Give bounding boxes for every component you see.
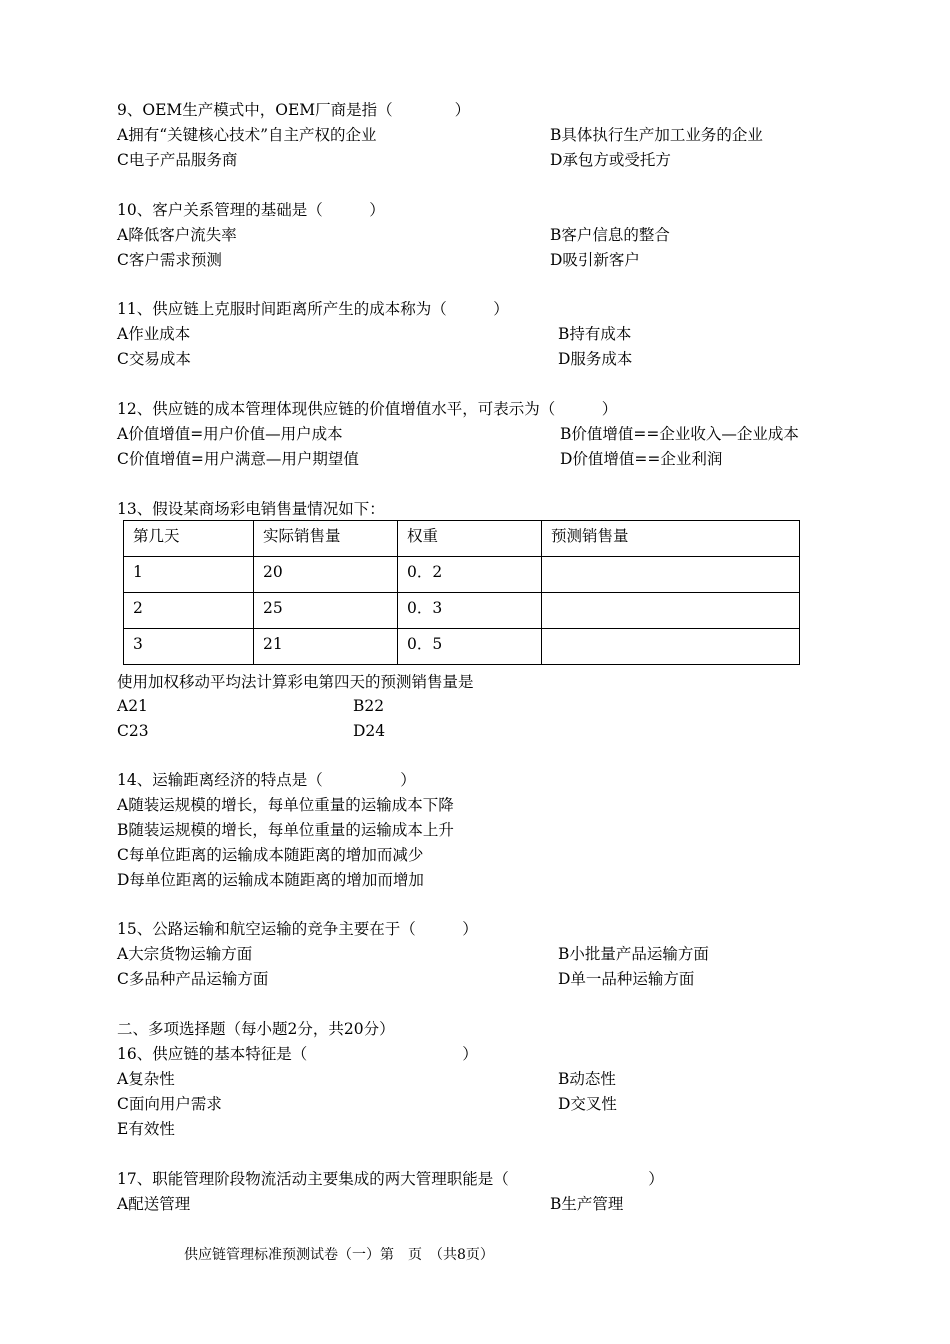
option-a: A随装运规模的增长，每单位重量的运输成本下降 xyxy=(117,796,454,814)
option-a: A21 xyxy=(117,697,148,715)
option-d: D单一品种运输方面 xyxy=(558,970,695,988)
option-a: A配送管理 xyxy=(117,1195,191,1213)
table-cell: 1 xyxy=(124,557,254,593)
option-a: A复杂性 xyxy=(117,1070,175,1088)
option-a: A拥有“关键核心技术”自主产权的企业 xyxy=(117,126,377,144)
option-d: D交叉性 xyxy=(558,1095,617,1113)
option-b: B持有成本 xyxy=(558,325,632,343)
option-b: B动态性 xyxy=(558,1070,616,1088)
option-b: B客户信息的整合 xyxy=(550,226,670,244)
question-stem: 13、假设某商场彩电销售量情况如下： xyxy=(117,500,385,518)
question-stem: 15、公路运输和航空运输的竞争主要在于（ ） xyxy=(117,920,478,938)
option-b: B随装运规模的增长，每单位重量的运输成本上升 xyxy=(117,821,454,839)
table-cell: 21 xyxy=(254,629,398,665)
table-row xyxy=(124,593,800,629)
question-stem: 14、运输距离经济的特点是（ ） xyxy=(117,771,416,789)
sales-table xyxy=(123,520,800,665)
question-followup: 使用加权移动平均法计算彩电第四天的预测销售量是 xyxy=(117,673,474,691)
table-header-cell: 权重 xyxy=(398,521,542,557)
table-cell: 0．3 xyxy=(398,593,542,629)
option-c: C电子产品服务商 xyxy=(117,151,238,169)
option-d: D每单位距离的运输成本随距离的增加而增加 xyxy=(117,871,424,889)
option-b: B生产管理 xyxy=(550,1195,624,1213)
option-b: B具体执行生产加工业务的企业 xyxy=(550,126,763,144)
question-stem: 10、客户关系管理的基础是（ ） xyxy=(117,201,385,219)
option-c: C客户需求预测 xyxy=(117,251,222,269)
question-stem: 9、OEM生产模式中，OEM厂商是指（ ） xyxy=(117,101,471,119)
table-header-cell: 预测销售量 xyxy=(542,521,800,557)
question-stem: 11、供应链上克服时间距离所产生的成本称为（ ） xyxy=(117,300,509,318)
table-row xyxy=(124,629,800,665)
option-c: C交易成本 xyxy=(117,350,191,368)
question-stem: 12、供应链的成本管理体现供应链的价值增值水平，可表示为（ ） xyxy=(117,400,618,418)
option-c: C面向用户需求 xyxy=(117,1095,222,1113)
option-d: D价值增值==企业利润 xyxy=(560,450,723,468)
option-c: C每单位距离的运输成本随距离的增加而减少 xyxy=(117,846,424,864)
table-cell: 0．2 xyxy=(398,557,542,593)
question-stem: 16、供应链的基本特征是（ ） xyxy=(117,1045,478,1063)
table-cell xyxy=(542,557,800,593)
table-cell: 20 xyxy=(254,557,398,593)
option-c: C价值增值=用户满意—用户期望值 xyxy=(117,450,359,468)
option-a: A大宗货物运输方面 xyxy=(117,945,253,963)
table-cell: 2 xyxy=(124,593,254,629)
table-cell: 0．5 xyxy=(398,629,542,665)
option-d: D吸引新客户 xyxy=(550,251,640,269)
page-footer: 供应链管理标准预测试卷（一）第 页 （共8页） xyxy=(184,1247,494,1263)
table-row xyxy=(124,557,800,593)
option-a: A作业成本 xyxy=(117,325,191,343)
section-heading: 二、多项选择题（每小题2分，共20分） xyxy=(117,1020,395,1038)
option-e: E有效性 xyxy=(117,1120,175,1138)
table-header-cell: 实际销售量 xyxy=(254,521,398,557)
option-a: A降低客户流失率 xyxy=(117,226,237,244)
option-b: B价值增值==企业收入—企业成本 xyxy=(560,425,799,443)
option-b: B22 xyxy=(353,697,385,715)
table-header-cell: 第几天 xyxy=(124,521,254,557)
option-d: D24 xyxy=(353,722,386,740)
table-cell xyxy=(542,593,800,629)
option-c: C23 xyxy=(117,722,149,740)
table-cell xyxy=(542,629,800,665)
option-d: D承包方或受托方 xyxy=(550,151,671,169)
option-c: C多品种产品运输方面 xyxy=(117,970,269,988)
option-a: A价值增值=用户价值—用户成本 xyxy=(117,425,343,443)
table-cell: 25 xyxy=(254,593,398,629)
table-cell: 3 xyxy=(124,629,254,665)
option-d: D服务成本 xyxy=(558,350,633,368)
option-b: B小批量产品运输方面 xyxy=(558,945,709,963)
question-stem: 17、职能管理阶段物流活动主要集成的两大管理职能是（ ） xyxy=(117,1170,664,1188)
table-header-row xyxy=(124,521,800,557)
